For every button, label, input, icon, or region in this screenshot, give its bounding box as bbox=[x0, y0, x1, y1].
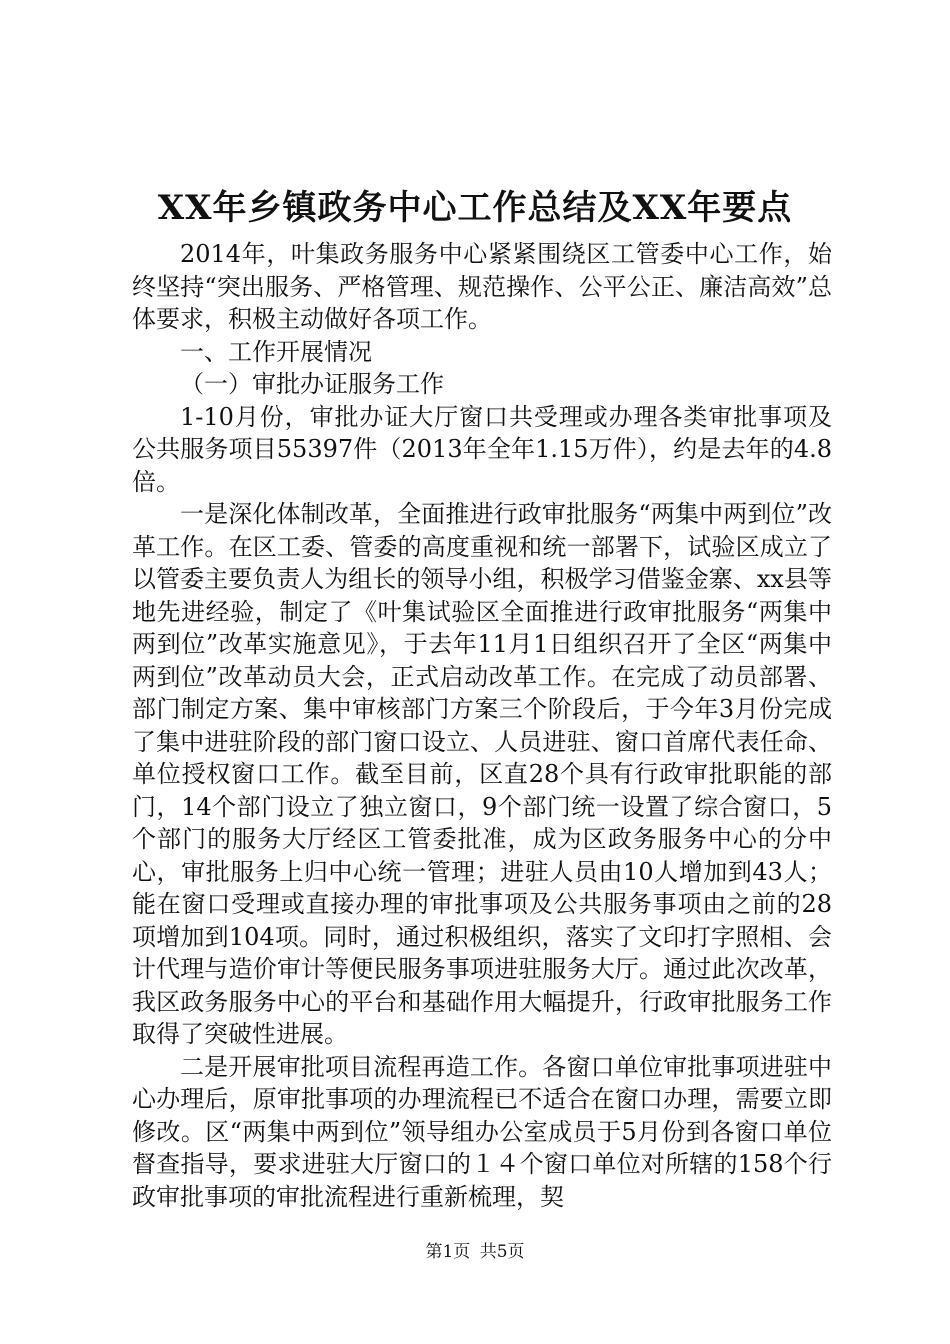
body-paragraph: 1-10月份，审批办证大厅窗口共受理或办理各类审批事项及公共服务项目55397件（2013年全年1.15万件），约是去年的4.8倍。 bbox=[132, 402, 832, 496]
subsection-heading: （一）审批办证服务工作 bbox=[180, 370, 444, 398]
page-footer bbox=[0, 1240, 950, 1264]
intro-paragraph: 2014年，叶集政务服务中心紧紧围绕区工管委中心工作，始终坚持“突出服务、严格管理、规范操作、公平公正、廉洁高效”总体要求，积极主动做好各项工作。 bbox=[132, 240, 832, 333]
document-title: XX年乡镇政务中心工作总结及XX年要点 bbox=[157, 188, 793, 228]
section-heading: 一、工作开展情况 bbox=[180, 337, 372, 366]
body-paragraph: 一是深化体制改革，全面推进行政审批服务“两集中两到位”改革工作。在区工委、管委的高度重视和统一部署下，试验区成立了以管委主要负责人为组长的领导小组，积极学习借鉴金寨、xx县等地先进经验，制定了《叶集试验区全面推进行政审批服务“两集中两到位”改革实施意见》，于去年11月1日组织召开了全区“两集中两到位”改革动员大会，正式启动改革工作。在完成了动员部署、部门制定方案、集中审核部门方案三个阶段后，于今年3月份完成了集中进驻阶段的部门窗口设立、人员进驻、窗口首席代表任命、单位授权窗口工作。截至目前，区直28个具有行政审批职能的部门，14个部门设立了独立窗口，9个部门统一设置了综合窗口，5个部门的服务大厅经区工管委批准，成为区政务服务中心的分中心，审批服务上归中心统一管理；进驻人员由10人增加到43人；能在窗口受理或直接办理的审批事项及公共服务事项由之前的28项增加到104项。同时，通过积极组织，落实了文印打字照相、会计代理与造价审计等便民服务事项进驻服务大厅。通过此次改革，我区政务服务中心的平台和基础作用大幅提升，行政审批服务工作取得了突破性进展。 bbox=[132, 500, 832, 1048]
page-number: 第1页 bbox=[425, 1242, 471, 1262]
body-paragraph: 二是开展审批项目流程再造工作。各窗口单位审批事项进驻中心办理后，原审批事项的办理流程已不适合在窗口办理，需要立即修改。区“两集中两到位”领导组办公室成员于5月份到各窗口单位督查指导，要求进驻大厅窗口的１４个窗口单位对所辖的158个行政审批事项的审批流程进行重新梳理，契 bbox=[132, 1052, 832, 1211]
page-total: 共5页 bbox=[479, 1242, 525, 1262]
document-body bbox=[132, 238, 832, 1213]
